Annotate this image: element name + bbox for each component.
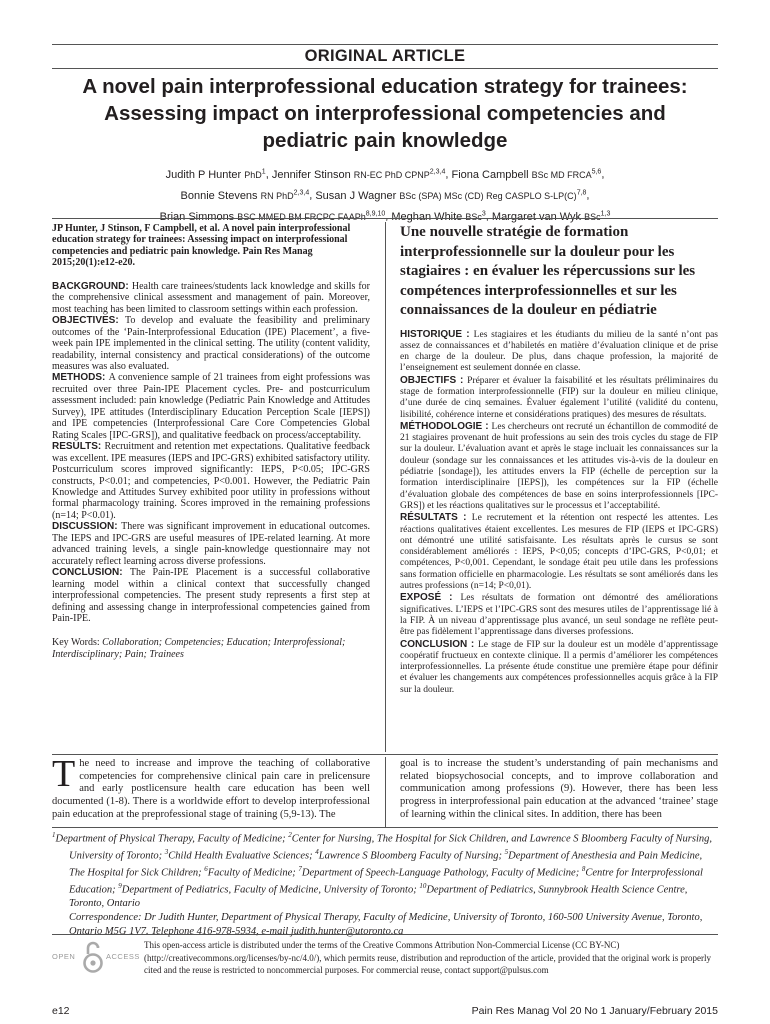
abstract-section-fr: [400, 639, 718, 696]
author-affiliation-ref: 1: [261, 168, 266, 175]
abstract-section-fr: [400, 421, 718, 512]
abstract-section: [52, 521, 370, 567]
author-name: Brian Simmons: [159, 210, 238, 223]
author: [391, 211, 485, 223]
body-column-divider: [385, 757, 386, 827]
section-text: There was significant improvement in educational outcomes. The IEPS and IPC-GRS are useful measures of IPE-related learning. At more advanced training levels, a single pain-knowledge questionnaire may not accurately reflect learning across diverse professions.: [52, 521, 371, 567]
affiliation-number: 1: [52, 831, 56, 839]
abstract-english: [52, 223, 370, 660]
author: [272, 169, 446, 181]
abstract-french: [400, 223, 718, 696]
author-affiliation-ref: 2,3,4: [429, 168, 446, 175]
section-text: Préparer et évaluer la faisabilité et les résultats préliminaires du stage de formation interprofessionnelle (FIP) sur la douleur en milieu clinique, d’une durée de cinq semaines. Évaluer également l’utilité (validité du contenu, lisibilité, cohérence interne et considérations pratiques) des mesures de résultats.: [400, 375, 718, 420]
section-text: Health care trainees/students lack knowledge and skills for the comprehensive clinical assessment and management of pain. Moreover, most teaching has been limited to classroom settings within each profession.: [52, 280, 370, 315]
authors-rule: [52, 218, 718, 219]
kicker-rule: [52, 68, 718, 69]
author-degrees: PhD: [244, 169, 262, 180]
affiliation-text: Lawrence S Bloomberg Faculty of Nursing;: [318, 850, 505, 862]
section-heading: OBJECTIFS :: [400, 374, 468, 386]
affiliation-text: Department of Anesthesia and Pain Medicine, The Hospital for Sick Children;: [69, 850, 703, 879]
citation-title: A novel pain interprofessional education strategy for trainees: Assessing impact on interprofessional competencies and pediatric pain knowledge.: [52, 223, 351, 257]
author: [451, 169, 601, 181]
affiliation-text: Department of Speech-Language Pathology, Faculty of Medicine;: [301, 867, 582, 879]
abstract-section-fr: [400, 329, 718, 375]
section-heading: OBJECTIVES:: [52, 315, 125, 327]
section-heading: HISTORIQUE :: [400, 328, 474, 340]
citation-authors: JP Hunter, J Stinson, F Campbell, et al.: [52, 223, 220, 234]
author: [166, 169, 266, 181]
section-heading: DISCUSSION:: [52, 521, 122, 533]
affiliations-rule: [52, 827, 718, 828]
author-degrees: BSc (SPA) MSc (CD) Reg CASPLO S-LP(C): [399, 190, 577, 201]
article-type-label: ORIGINAL ARTICLE: [304, 47, 466, 65]
author-name: Susan J Wagner: [315, 189, 400, 202]
author-affiliation-ref: 7,8: [576, 189, 587, 197]
affiliation-text: Faculty of Medicine;: [207, 867, 299, 879]
drop-cap: T: [52, 753, 76, 795]
section-text: Les chercheurs ont recruté un échantillon de commodité de 21 stagiaires provenant de huit professions au sein des trois cycles du stage de FIP sur la douleur. L’évaluation avant et après le stage incluait les connaissances sur la douleur (sondage sur les connaissances et les attitudes vis-à-vis de la douleur en pédiatrie [sondage]), les attitudes envers la FIP (échelle de perception sur la formation interdisciplinaire [IEPS]), les compétences sur la FIP (échelle d’évaluation globale des compétences de base en soins interprofessionnels [IPC-GRS]) et les réactions qualitatives sur le processus et l’acceptabilité.: [400, 421, 719, 511]
page-number: e12: [52, 1005, 70, 1017]
author: [181, 190, 310, 202]
section-text: Le recrutement et la rétention ont respecté les attentes. Les réactions qualitatives étaient excellentes. Les mesures de FIP (IEPS et IPC-GRS) ont démontré une utilité satisfaisante. Les résultats après le cursus se sont considérablement améliorés : IEPS, P<0,05; concepts d’IPC-GRS, P<0,01; et compétences, P<0,001. Cependant, le sondage était peu utile dans les professions sans formation officielle en pharmacologie. Les résultats se sont améliorés dans les autres professions (n=14; P<0,01).: [400, 513, 718, 592]
article-title: A novel pain interprofessional education strategy for trainees: Assessing impact on interprofessional competencies and pediatric pain knowledge: [82, 75, 688, 152]
abstract-section: [52, 281, 370, 315]
abstract-section: [52, 372, 370, 441]
author-degrees: RN PhD: [260, 190, 294, 201]
body-text-right: goal is to increase the student’s understanding of pain mechanisms and related biopsychosocial concepts, and to improve collaboration and communication among professions (9). However, there has been less progress in interprofessional pain education at the advanced ‘trainee’ stage of learning within the clinical sites. In addition, there has been: [400, 758, 718, 820]
correspondence: Correspondence: Dr Judith Hunter, Department of Physical Therapy, Faculty of Medicine, University of Toronto, 160-500 University Avenue, Toronto, Ontario M5G 1V7. Telephone 416-978-5934, e-mail judith.hunter@utoronto.ca: [69, 911, 703, 937]
affiliation-text: Centre for Interprofessional Education;: [69, 867, 703, 896]
author-affiliation-ref: 1,3: [600, 210, 611, 218]
keywords-list: Collaboration; Competencies; Education; Interprofessional; Interdisciplinary; Pain; Trainees: [52, 637, 346, 660]
author-name: Meghan White: [391, 210, 466, 223]
section-heading: CONCLUSION:: [52, 567, 130, 579]
author-degrees: BSc: [465, 211, 482, 222]
body-text-left: he need to increase and improve the teaching of collaborative competencies for comprehensive clinical pain care in prelicensure and early postlicensure health care education has been well documented (1-8). There is a worldwide effort to develop interprofessional pain education at the preprofessional stage of training (5,9-13). The: [52, 758, 370, 820]
author-affiliation-ref: 5,6: [591, 168, 602, 175]
column-divider: [385, 222, 386, 752]
affiliation-text: Child Health Evaluative Sciences;: [168, 850, 316, 862]
abstract-section-fr: [400, 512, 718, 592]
section-text: To develop and evaluate the feasibility and preliminary outcomes of the ‘Pain-Interprofessional Education (IPE) Placement’, a five-week pain IPE implemented in the clinical setting. The utility (content validity, readability, internal consistency and practical considerations) of the outcome measures was also evaluated.: [52, 315, 370, 372]
author-name: Margaret van Wyk: [491, 210, 585, 223]
affiliation-number: 2: [288, 831, 292, 839]
author-degrees: BSC MMED BM FRCPC FAAPh: [237, 211, 366, 222]
affiliation-text: Department of Physical Therapy, Faculty of Medicine;: [55, 833, 289, 845]
journal-footer: Pain Res Manag Vol 20 No 1 January/February 2015: [471, 1005, 718, 1017]
affiliation-number: 9: [118, 882, 122, 891]
author-affiliation-ref: 3: [481, 210, 486, 218]
french-title: Une nouvelle stratégie de formation interprofessionnelle sur la douleur pour les stagiaires : en évaluer les répercussions sur les compétences interprofessionnelles et sur les connaissances de la douleur en pédiatrie: [400, 224, 696, 318]
section-text: Recruitment and retention met expectations. Qualitative feedback was excellent. IPE measures (IEPS and IPC-GRS) exhibited satisfactory utility. Postcurriculum scores improved significantly: IEPS, P<0.05; IPC-GRS constructs, P<0.01; and competencies, P<0.001. However, the Pediatric Pain Knowledge and Attitudes Survey exhibited poor utility in professions without formal pharmacology training. Scores improved in the remaining professions (n=14; P<0.01).: [52, 441, 370, 521]
license-rule: [52, 934, 718, 935]
author-affiliation-ref: 2,3,4: [293, 189, 310, 197]
abstract-sections: [52, 281, 370, 625]
author-degrees: BSc: [584, 211, 601, 222]
citation: [52, 223, 370, 269]
author-degrees: RN-EC PhD CPNP: [353, 169, 430, 180]
affiliation-number: 5: [504, 848, 509, 857]
affiliation-number: 8: [581, 865, 586, 874]
citation-journal: Pain Res Manag 2015;20(1):e12-e20.: [52, 245, 313, 269]
author-list: Judith P Hunter PhD$^1$, Jennifer Stinson RN-EC PhD CPNP$^{2,3,4}$, Fiona Campbell BSc MD FRCA$^{5,6}$, Bonnie Stevens RN PhD$^{2,3,4}$, Susan J Wagner BSc (SPA) MSc (CD) Reg CASPLO $S-LP(C)^{7,8}$, Brian Simmons BSC MMED BM FRCPC FAAPh$^{8,9,10}$, Meghan White BSc$^3$, Margaret van Wyk BSc$^{1,3}$: [159, 168, 611, 223]
affiliation-number: 3: [164, 848, 169, 857]
abstract-sections-fr: [400, 329, 718, 697]
section-heading: METHODS:: [52, 372, 109, 384]
abstract-section: [52, 567, 370, 624]
section-text: The Pain-IPE Placement is a successful collaborative learning model within a clinical context that successfully changed interprofessional competencies. The present study represents a first step at defining and assessing change in interprofessional competencies gained from Pain-IPE.: [52, 567, 370, 624]
affiliation-text: Department of Pediatrics, Faculty of Medicine, University of Toronto;: [121, 884, 420, 896]
section-heading: BACKGROUND:: [52, 280, 132, 292]
author-name: Judith P Hunter: [165, 168, 245, 181]
body-column-right: [400, 758, 718, 822]
abstract-section: [52, 441, 370, 521]
affiliations: [52, 829, 718, 938]
keywords-label: Key Words:: [52, 637, 100, 649]
section-heading: MÉTHODOLOGIE :: [400, 420, 492, 432]
section-text: Les résultats de formation ont démontré des améliorations significatives. L’IEPS et l’IPC-GRS sont des mesures utiles de l’apprentissage lié à la FIP. À un niveau d’apprentissage plus avancé, un seul sondage ne reflète peut-être pas fidèlement l’apprentissage dans diverses professions.: [400, 593, 718, 638]
author: [492, 211, 610, 223]
author-name: Bonnie Stevens: [180, 189, 261, 202]
abstract-bottom-rule: [52, 754, 718, 755]
author: [160, 211, 386, 223]
affiliation-number: 6: [204, 865, 208, 874]
license-text: This open-access article is distributed under the terms of the Creative Commons Attribution Non-Commercial License (CC BY-NC) (http://creativecommons.org/licenses/by-nc/4.0/), which permits reuse, distribution and reproduction of the article, provided that the original work is properly cited and the reuse is restricted to noncommercial purposes. For commercial reuse, contact support@pulsus.com: [144, 940, 711, 975]
open-access-logo: [52, 940, 142, 980]
open-lock-icon: [82, 940, 104, 974]
section-heading: RÉSULTATS :: [400, 512, 472, 524]
section-heading: EXPOSÉ :: [400, 592, 461, 604]
affiliation-number: 7: [298, 865, 302, 874]
section-text: Les stagiaires et les étudiants du milieu de la santé n’ont pas assez de connaissances et d’habiletés en matière d’évaluation clinique et de prise en charge de la douleur. De plus, dans chaque profession, la majorité de l’enseignement est seulement donnée en classe.: [400, 329, 718, 374]
author-affiliation-ref: 8,9,10: [365, 210, 386, 218]
section-text: A convenience sample of 21 trainees from eight professions was recruited over three Pain-IPE Placement cycles. Pre- and postcurriculum assessment included: pain knowledge (Pediatric Pain Knowledge and Attitudes Survey), IPE attitudes (Interdisciplinary Education Perception Scale [IEPS]) and IPE competencies (Interprofessional Care Core Competencies Global Rating Scales [IPC-GRS]), and qualitative feedback on process/acceptability.: [52, 372, 370, 441]
open-access-label-left: OPEN: [52, 952, 76, 961]
body-column-left: [52, 753, 370, 822]
author: [315, 190, 586, 202]
section-heading: RESULTS:: [52, 441, 105, 453]
open-access-label-right: ACCESS: [106, 952, 140, 961]
abstract-section: [52, 315, 370, 372]
keywords: [52, 637, 370, 660]
section-heading: CONCLUSION :: [400, 638, 478, 650]
abstract-section-fr: [400, 375, 718, 421]
author-name: Fiona Campbell: [451, 168, 532, 181]
affiliation-list: [52, 829, 718, 911]
affiliation-number: 10: [419, 882, 427, 891]
affiliation-number: 4: [315, 848, 319, 857]
author-name: Jennifer Stinson: [271, 168, 354, 181]
affiliation-text: Center for Nursing, The Hospital for Sick Children, and Lawrence S Bloomberg Faculty of Nursing, University of Toronto;: [69, 833, 712, 862]
top-rule: [52, 44, 718, 45]
affiliation-text: Department of Pediatrics, Sunnybrook Health Science Centre, Toronto, Ontario: [69, 884, 688, 910]
abstract-section-fr: [400, 592, 718, 638]
author-degrees: BSc MD FRCA: [531, 169, 592, 180]
section-text: Le stage de FIP sur la douleur est un modèle d’apprentissage coopératif fructueux en contexte clinique. Il a permis d’améliorer les compétences interprofessionnelles. La présente étude constitue une première étape pour définir et évaluer les changements aux compétences professionnelles acquis grâce à la FIP sur la douleur.: [400, 639, 718, 695]
